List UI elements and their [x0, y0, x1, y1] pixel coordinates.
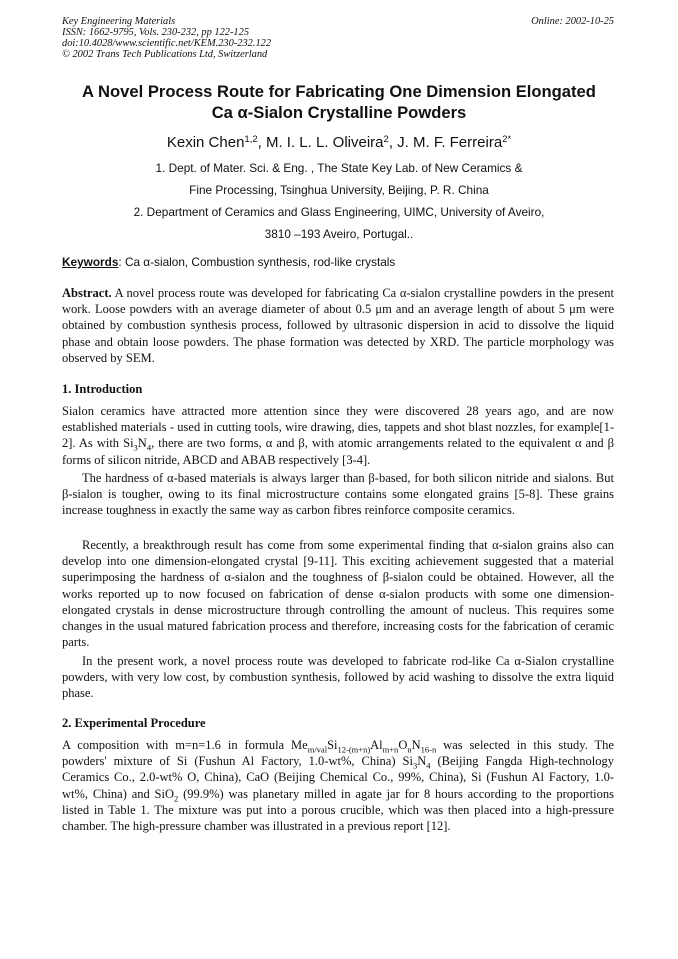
- experimental-paragraph: [62, 737, 614, 834]
- title-line-1: A Novel Process Route for Fabricating One Dimension Elongated: [82, 82, 596, 101]
- journal-name: Key Engineering Materials: [62, 16, 176, 27]
- keywords: [62, 255, 622, 269]
- paragraph-text: O: [398, 738, 408, 752]
- author-1-affil: 1,2: [244, 134, 258, 145]
- subscript: 2: [174, 793, 179, 804]
- subscript: 4: [426, 760, 431, 771]
- affiliation-line: Fine Processing, Tsinghua University, Beijing, P. R. China: [189, 183, 489, 197]
- author-2: , M. I. L. L. Oliveira: [257, 134, 384, 151]
- paragraph-text: N: [137, 436, 147, 451]
- intro-paragraph-4: In the present work, a novel process route was developed to fabricate rod-like Ca α-Sialon crystalline powders, with very low cost, by combustion synthesis, followed by acid washing to dissolve the extra liquid phase.: [62, 654, 614, 701]
- paragraph-text: (Beijing Fangda High-technology Ceramics Co., 2.0-wt% O, China), CaO (Beijing Chemical Co., 99%, China), Si (Fushun Al Factory, 1.0-wt%, China) and SiO: [62, 754, 614, 801]
- issn-line: ISSN: 1662-9795, Vols. 230-232, pp 122-125: [62, 27, 250, 38]
- journal-header: [62, 16, 614, 60]
- paragraph-text: (99.9%) was planetary milled in agate jar for 8 hours according to the proportions listed in Table 1. The mixture was put into a porous crucible, which was then placed into a high-pressure chamber. The high-pressure chamber was illustrated in a previous report [12].: [62, 786, 614, 834]
- online-date: Online: 2002-10-25: [531, 16, 614, 27]
- subscript: n: [407, 744, 412, 755]
- subscript: 12-(m+n): [337, 744, 371, 755]
- subscript: 16-n: [420, 744, 437, 755]
- author-1: Kexin Chen: [166, 134, 245, 151]
- section-heading-introduction: 1. Introduction: [62, 382, 143, 396]
- section-heading-experimental: 2. Experimental Procedure: [62, 716, 206, 730]
- paragraph-text: N: [417, 754, 427, 769]
- subscript: m+n: [382, 744, 399, 755]
- author-list: [0, 133, 678, 153]
- abstract-label: Abstract.: [62, 286, 112, 300]
- subscript: m/val: [307, 744, 328, 755]
- paragraph-text: Al: [370, 738, 383, 752]
- abstract: [62, 285, 614, 366]
- subscript: 3: [133, 442, 138, 453]
- title-line-2: Ca α-Sialon Crystalline Powders: [211, 103, 467, 122]
- keywords-text: : Ca α-sialon, Combustion synthesis, rod-like crystals: [118, 255, 396, 269]
- abstract-text: A novel process route was developed for fabricating Ca α-sialon crystalline powders in the present work. Loose powders with an average diameter of about 0.5 μm and an average length of about 5 μm were obtained by combustion synthesis process, followed by ultrasonic dispersion in acid to dissolve the liquid phase and obtain loose powders. The phase formation was detected by XRD. The particle morphology was observed by SEM.: [62, 286, 614, 365]
- doi-line: doi:10.4028/www.scientific.net/KEM.230-232.122: [62, 38, 272, 49]
- paragraph-text: A composition with m=n=1.6 in formula Me: [62, 738, 308, 752]
- keywords-label: Keywords: [62, 255, 119, 269]
- author-2-affil: 2: [383, 134, 389, 145]
- paragraph-text: Sialon ceramics have attracted more attention since they were discovered 28 years ago, and are now established materials - used in cutting tools, wire drawing, dies, tappets and shot blast nozzles, for example[1-2]. As with Si: [62, 404, 614, 451]
- copyright-line: © 2002 Trans Tech Publications Ltd, Switzerland: [62, 49, 268, 60]
- intro-paragraph-1: [62, 403, 614, 468]
- paragraph-text: , there are two forms, α and β, with atomic arrangements related to the equivalent α and β forms of silicon nitride, ABCD and ABAB respectively [3-4].: [62, 436, 614, 467]
- affiliation-line: 1. Dept. of Mater. Sci. & Eng. , The State Key Lab. of New Ceramics &: [155, 161, 523, 175]
- intro-paragraph-2: The hardness of α-based materials is always larger than β-based, for both silicon nitride and sialons. But β-sialon is tougher, owing to its final microstructure contains some elongated grains [5-8]. These grains increase toughness in exactly the same way as carbon fibres reinforce composite ceramics.: [62, 471, 614, 518]
- subscript: 3: [412, 760, 418, 771]
- author-3: , J. M. F. Ferreira: [388, 134, 503, 151]
- paper-title: [40, 81, 638, 123]
- paragraph-text: N: [411, 738, 421, 752]
- affiliation-line: 2. Department of Ceramics and Glass Engineering, UIMC, University of Aveiro,: [133, 205, 545, 219]
- author-3-affil: 2*: [502, 134, 512, 145]
- subscript: 4: [146, 442, 152, 453]
- affiliation-line: 3810 –193 Aveiro, Portugal..: [264, 227, 414, 241]
- paragraph-text: Si: [327, 738, 338, 752]
- intro-paragraph-3: Recently, a breakthrough result has come from some experimental finding that α-sialon grains also can develop into one dimension-elongated crystal [9-11]. This exciting achievement suggested that a material superimposing the hardness of α-sialon and the toughness of β-sialon could be obtained. However, all the works reported up to now focused on fabrication of dense α-sialon products with some one dimension-elongated crystals in dense microstructure through controlling the amount of nucleus. This requires some changes in the usual matured fabrication process and therefore, increasing costs for the fabrication of ceramic parts.: [62, 538, 614, 650]
- paragraph-text: was selected in this study. The powders' mixture of Si (Fushun Al Factory, 1.0-wt%, China) Si: [62, 738, 614, 769]
